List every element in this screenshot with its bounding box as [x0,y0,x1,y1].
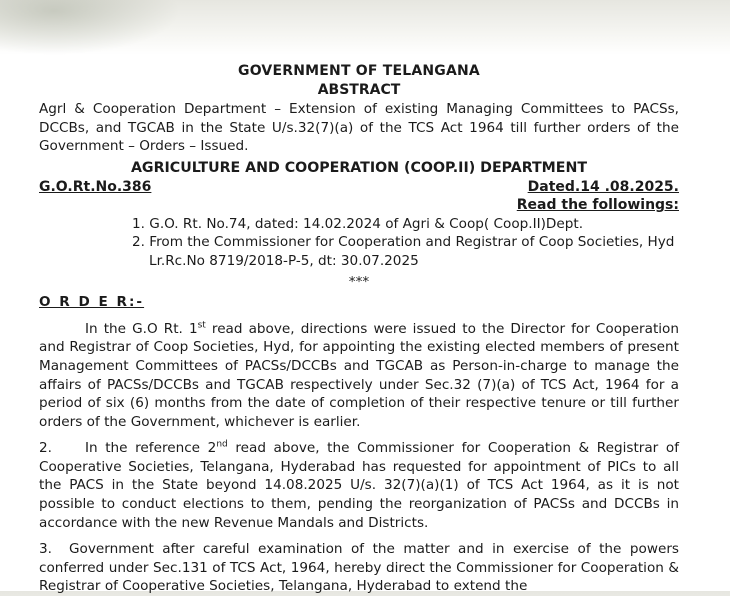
reference-list [132,215,679,271]
go-date: Dated.14 .08.2025. [527,178,679,195]
document-page [39,62,679,596]
para1-text-rest: read above, directions were issued to the Director for Cooperation and Registrar of Coop Societies, Hyd, for appointing the existing elected members of present Management Committees of PACSs/DCCBs and TGCAB as Person-in-charge to manage the affairs of PACSs/DCCBs and TGCAB respectively under Sec.32 (7)(a) of TCS Act, 1964 for a period of six (6) months from the date of completion of their respective tenure or till further orders of the Government, whichever is earlier. [39,320,679,430]
paragraph-3 [39,540,679,596]
paragraph-1 [39,320,679,432]
reference-item: 2. From the Commissioner for Cooperation and Registrar of Coop Societies, Hyd Lr.Rc.No 8719/2018-P-5, dt: 30.07.2025 [132,234,675,269]
reference-item: 1. G.O. Rt. No.74, dated: 14.02.2024 of Agri & Coop( Coop.II)Dept. [132,215,584,232]
abstract-heading: ABSTRACT [317,81,401,98]
para3-number: 3. [39,541,52,558]
para2-superscript: nd [216,439,228,450]
government-heading: GOVERNMENT OF TELANGANA [238,63,480,79]
para2-text-rest: read above, the Commissioner for Cooperation & Registrar of Cooperative Societies, Telangana, Hyderabad has requested for appointment of PICs to all the PACS in the State beyond 14.08.2025 U/s. 32(7)(a)(1) of TCS Act 1964, as it is not possible to conduct elections to them, pending the reorganization of PACSs and DCCBs in accordance with the new Revenue Mandals and Districts. [39,440,679,531]
page-shadow [0,0,180,55]
subject-text: Agrl & Cooperation Department – Extension of existing Managing Committees to PACSs, DCCBs, and TGCAB in the State U/s.32(7)(a) of the TCS Act 1964 till further orders of the Government – Orders – Issued. [39,101,679,155]
para1-text-start: In the G.O Rt. 1 [85,320,198,337]
go-date-row [39,178,679,197]
department-heading: AGRICULTURE AND COOPERATION (COOP.II) DEPARTMENT [130,159,588,176]
para1-superscript: st [197,320,206,331]
para2-number: 2. [39,440,52,457]
para2-text-start: In the reference 2 [85,440,217,457]
go-number: G.O.Rt.No.386 [39,178,152,195]
order-heading: O R D E R:- [39,294,145,311]
paragraph-2 [39,439,679,532]
para3-text: Government after careful examination of the matter and in exercise of the powers conferred under Sec.131 of TCS Act, 1964, hereby direct the Commissioner for Cooperation & Registrar of Cooperative Societies, Telangana, Hyderabad to extend the [39,541,679,595]
separator-stars: *** [348,273,370,290]
read-heading: Read the followings: [516,197,679,214]
